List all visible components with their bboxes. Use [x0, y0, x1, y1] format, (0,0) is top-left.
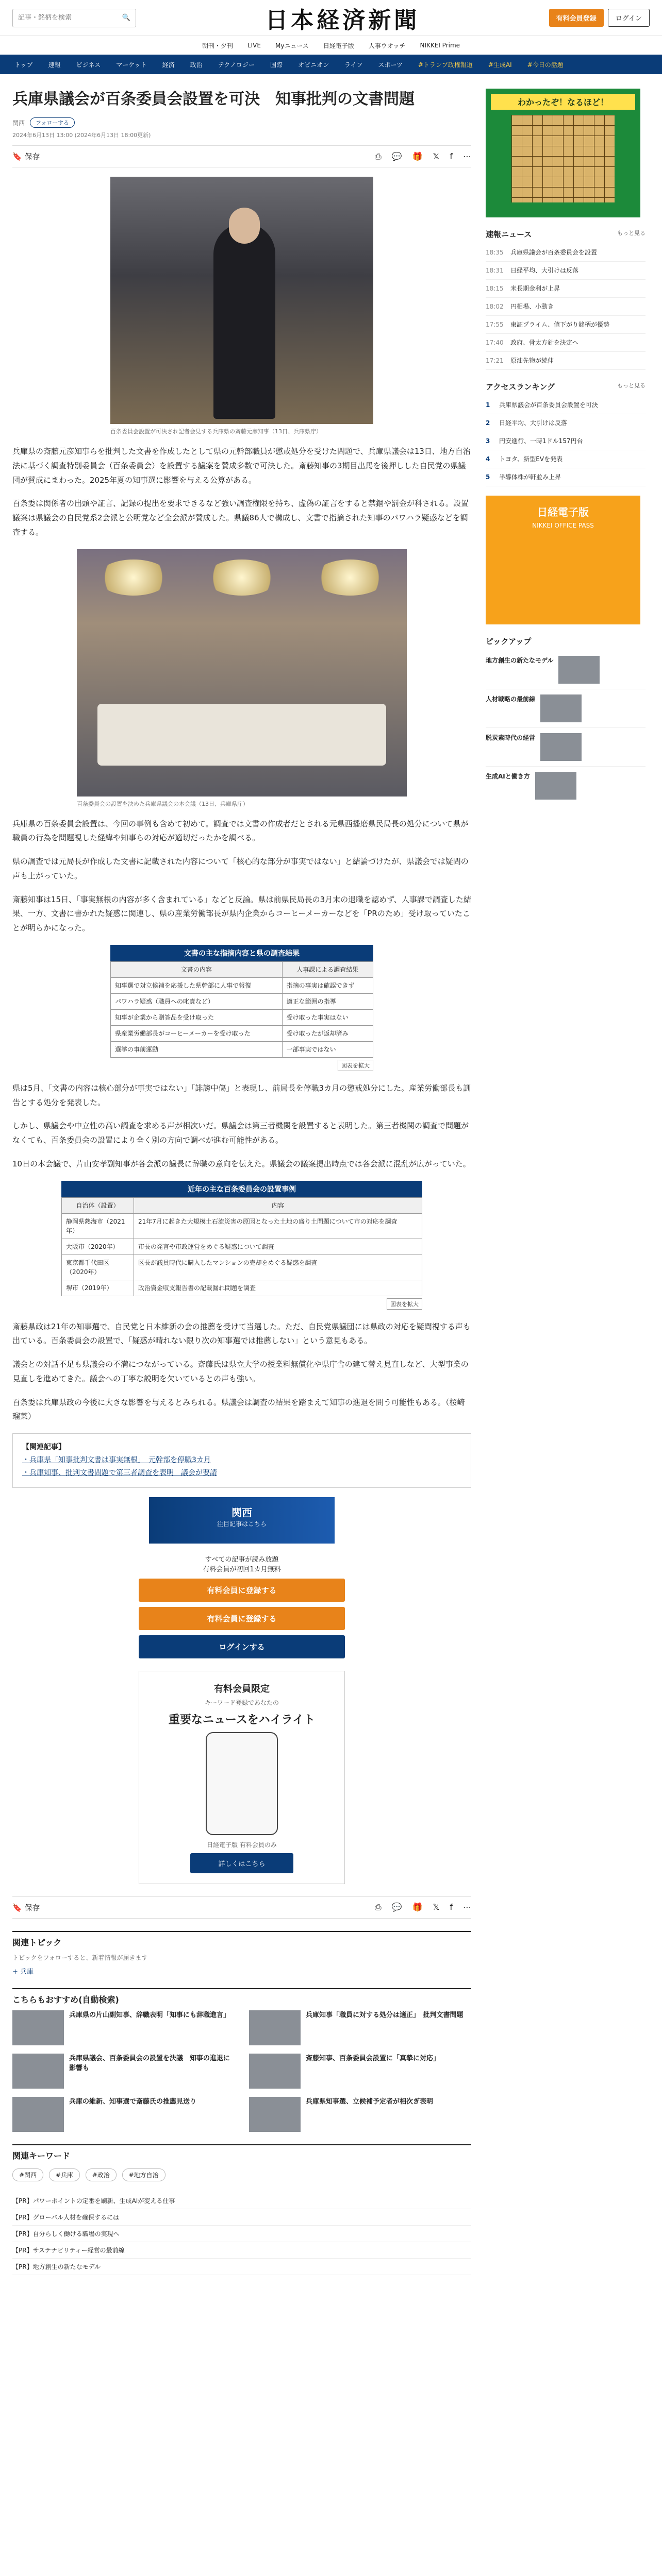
- article-photo-governor[interactable]: [110, 177, 373, 424]
- account-actions: [549, 9, 650, 27]
- nav-item[interactable]: スポーツ: [378, 61, 403, 69]
- news-title[interactable]: 兵庫県議会が百条委員会を設置: [510, 249, 598, 256]
- pick-thumbnail: [535, 772, 576, 800]
- go-board-illustration: [511, 115, 615, 202]
- highlight-promo: [139, 1671, 345, 1884]
- ranking-title[interactable]: 半導体株が軒並み上昇: [499, 473, 561, 481]
- pick-title[interactable]: 人材戦略の最前線: [486, 696, 536, 703]
- news-time: 18:35: [486, 249, 504, 256]
- content-area: [0, 74, 662, 2275]
- photo-caption: 百条委員会の設置を決めた兵庫県議会の本会議（13日、兵庫県庁）: [77, 800, 249, 807]
- photo-figure-body: [213, 223, 275, 419]
- recommend-title[interactable]: 兵庫知事「職員に対する処分は適正」 批判文書問題: [306, 2011, 464, 2019]
- pr-link[interactable]: 【PR】自分らしく働ける職場の実現へ: [12, 2226, 471, 2242]
- table: [110, 961, 373, 1058]
- nav-item[interactable]: #今日の話題: [527, 61, 564, 69]
- article-title: 兵庫県議会が百条委員会設置を可決 知事批判の文書問題: [12, 90, 415, 108]
- related-topics-heading: 関連トピック: [12, 1931, 471, 1948]
- section-title: ピックアップ: [486, 637, 532, 646]
- nav-item[interactable]: #生成AI: [488, 61, 512, 69]
- nav-item[interactable]: #トランプ政権報道: [418, 61, 473, 69]
- picks-heading: [486, 636, 646, 647]
- nav-item[interactable]: ライフ: [344, 61, 363, 69]
- ad-headline: わかったぞ！なるほど！: [491, 94, 635, 110]
- go-game-ad[interactable]: [486, 89, 640, 217]
- related-link[interactable]: ・兵庫県「知事批判文書は事実無根」 元幹部を停職3カ月: [22, 1456, 211, 1465]
- gift-icon[interactable]: 🎁: [412, 1902, 423, 1912]
- table-row: [111, 977, 373, 993]
- topics-note: トピックをフォローすると、新着情報が届きます: [12, 1954, 148, 1961]
- facebook-share-icon[interactable]: f: [450, 151, 453, 161]
- save-label: 保存: [24, 1903, 40, 1912]
- save-button[interactable]: [12, 1902, 40, 1913]
- promo-caption: 日経電子版 有料会員のみ: [207, 1841, 277, 1849]
- ranking-item[interactable]: [486, 468, 646, 486]
- zoom-table-button[interactable]: 図表を拡大: [338, 1060, 373, 1071]
- article-paragraph: 百条委は関係者の出頭や証言、記録の提出を要求できるなど強い調査権限を持ち、虚偽の証言をすると禁錮や罰金が科される。設置議案は県議会の自民党系2会派と公明党など全会派が賛成した。県議86人で構成し、文書で指摘された知事のパワハラ疑惑などを調査する。: [12, 499, 469, 537]
- table-cell: 区長が議員時代に購入したマンションの売却をめぐる疑惑を調査: [134, 1255, 422, 1280]
- x-share-icon[interactable]: 𝕏: [433, 1902, 440, 1912]
- table-cell: 一部事実ではない: [282, 1041, 373, 1057]
- pick-title[interactable]: 地方創生の新たなモデル: [486, 657, 554, 664]
- keyword-list: [12, 2166, 471, 2183]
- kansai-banner[interactable]: [149, 1497, 335, 1544]
- recommend-thumbnail: [249, 2097, 301, 2132]
- subscribe-button[interactable]: 有料会員登録: [549, 9, 604, 27]
- ranking-item[interactable]: [486, 450, 646, 468]
- table-cell: 政治資金収支報告書の記載漏れ問題を調査: [134, 1280, 422, 1296]
- pick-item[interactable]: [486, 767, 646, 805]
- table-cell: 静岡県熱海市（2021年）: [62, 1213, 134, 1239]
- ad-title: 日経電子版: [537, 506, 589, 518]
- breaking-news-item[interactable]: [486, 262, 646, 280]
- table-cell: 21年7月に起きた大規模土石流災害の原因となった土地の盛り土問題について市の対応を調査: [134, 1213, 422, 1239]
- pr-link[interactable]: 【PR】サステナビリティー経営の最前線: [12, 2242, 471, 2259]
- article-meta: [12, 117, 471, 128]
- table-cell: 選挙の事前運動: [111, 1041, 283, 1057]
- banner-title: 関西: [231, 1506, 252, 1519]
- findings-table: [110, 945, 373, 1071]
- article-paragraph: 百条委は兵庫県政の今後に大きな影響を与えるとみられる。県議会は調査の結果を踏まえて知事の進退を問う可能性もある。（桜崎瑠菜）: [12, 1397, 465, 1421]
- keywords-heading: 関連キーワード: [12, 2144, 471, 2161]
- nav-item[interactable]: トップ: [14, 61, 33, 69]
- related-link-text[interactable]: 兵庫知事、批判文書問題で第三者調査を表明 議会が要請: [29, 1469, 217, 1478]
- breaking-news-item[interactable]: [486, 298, 646, 316]
- nav-item[interactable]: 国際: [270, 61, 283, 69]
- article-paragraph: 県は5月、「文書の内容は核心部分が事実ではない」「誹謗中傷」と表現し、前局長を停職3カ月の懲戒処分にした。産業労働部長も訓告とする処分を発表した。: [12, 1083, 471, 1107]
- table-header-row: [111, 961, 373, 977]
- nav-item[interactable]: ビジネス: [76, 61, 101, 69]
- bookmark-icon: 🔖: [12, 1903, 22, 1912]
- subnav-item[interactable]: 人事ウオッチ: [368, 42, 406, 49]
- keyword-tag[interactable]: #政治: [86, 2168, 117, 2181]
- subnav-item[interactable]: 朝刊・夕刊: [202, 42, 233, 49]
- related-link[interactable]: ・兵庫知事、批判文書問題で第三者調査を表明 議会が要請: [22, 1469, 217, 1478]
- table-header: 内容: [134, 1197, 422, 1213]
- pick-title[interactable]: 生成AIと働き方: [486, 773, 530, 780]
- table-header-row: [62, 1197, 422, 1213]
- table-row: [62, 1255, 422, 1280]
- rank-number: 1: [486, 401, 490, 409]
- table-cell: 東京都千代田区（2020年）: [62, 1255, 134, 1280]
- comment-icon[interactable]: 💬: [391, 151, 402, 161]
- table-row: [111, 1009, 373, 1025]
- recommend-title[interactable]: 兵庫県議会、百条委員会の設置を決議 知事の進退に影響も: [69, 2054, 230, 2073]
- news-time: 18:15: [486, 285, 504, 292]
- table-row: [62, 1213, 422, 1239]
- more-link[interactable]: もっと見る: [617, 382, 646, 389]
- table-cell: 大阪市（2020年）: [62, 1239, 134, 1255]
- keyword-tag[interactable]: #兵庫: [49, 2168, 80, 2181]
- paywall-intro: すべての記事が読み放題: [205, 1555, 279, 1564]
- table-row: [62, 1239, 422, 1255]
- pick-thumbnail: [540, 733, 582, 761]
- pick-title[interactable]: 脱炭素時代の経営: [486, 734, 536, 741]
- follow-button[interactable]: フォローする: [30, 117, 75, 128]
- article-photo-assembly[interactable]: [77, 549, 407, 796]
- main-navigation: [0, 55, 662, 74]
- table-header: 文書の内容: [111, 961, 283, 977]
- search-input[interactable]: [18, 14, 122, 22]
- table-cell: 県産業労働部長がコーヒーメーカーを受け取った: [111, 1025, 283, 1041]
- phone-illustration: [206, 1732, 278, 1835]
- search-box[interactable]: [12, 9, 136, 27]
- recommend-title[interactable]: 兵庫の維新、知事選で斎藤氏の推薦見送り: [69, 2097, 197, 2106]
- banner-subtitle: 注目記事はこちら: [217, 1520, 267, 1528]
- pr-link[interactable]: 【PR】パワーポイントの定番を刷新、生成AIが変える仕事: [12, 2193, 471, 2209]
- publish-date: 2024年6月13日 13:00 (2024年6月13日 18:00更新): [12, 132, 151, 139]
- news-title[interactable]: 政府、骨太方針を決定へ: [510, 339, 579, 346]
- pick-item[interactable]: [486, 728, 646, 767]
- pr-link[interactable]: 【PR】グローバル人材を確保するには: [12, 2209, 471, 2226]
- sub-navigation: [0, 36, 662, 55]
- table-row: [62, 1280, 422, 1296]
- pick-item[interactable]: [486, 689, 646, 728]
- table-cell: 知事選で対立候補を応援した県幹部に人事で報復: [111, 977, 283, 993]
- article-paragraph: 兵庫県の百条委員会設置は、今回の事例も含めて初めて。調査では文書の作成者だとされる元県西播磨県民局長の処分について県が職員の行為を問題視した経緯や知事らの対応が適切だったかを調べる。: [12, 819, 469, 843]
- nav-item[interactable]: オピニオン: [298, 61, 329, 69]
- photo-chandelier: [206, 560, 278, 596]
- pr-link[interactable]: 【PR】地方創生の新たなモデル: [12, 2259, 471, 2275]
- print-icon[interactable]: ⎙: [374, 1902, 382, 1912]
- more-share-icon[interactable]: ⋯: [463, 151, 471, 161]
- table-header: 人事課による調査結果: [282, 961, 373, 977]
- promo-title: 有料会員限定: [214, 1683, 270, 1694]
- recommend-thumbnail: [249, 2054, 301, 2089]
- news-title[interactable]: 原油先物が続伸: [510, 357, 554, 364]
- paywall: [12, 1554, 471, 1658]
- recommend-grid: [12, 2010, 471, 2132]
- pick-item[interactable]: [486, 651, 646, 689]
- nav-item[interactable]: 経済: [162, 61, 175, 69]
- rank-number: 3: [486, 437, 490, 445]
- nav-item[interactable]: 政治: [190, 61, 203, 69]
- table-title: 文書の主な指摘内容と県の調査結果: [110, 945, 373, 961]
- topic-item[interactable]: + 兵庫: [12, 1968, 34, 1976]
- ranking-item[interactable]: [486, 432, 646, 450]
- breaking-news-item[interactable]: [486, 334, 646, 352]
- photo-table: [97, 704, 386, 766]
- table-row: [111, 993, 373, 1009]
- table-row: [111, 1041, 373, 1057]
- bookmark-icon: 🔖: [12, 152, 22, 161]
- rank-number: 2: [486, 419, 490, 427]
- related-title: 【関連記事】: [22, 1443, 65, 1451]
- recommend-thumbnail: [249, 2010, 301, 2045]
- table-cell: 堺市（2019年）: [62, 1280, 134, 1296]
- zoom-table-button[interactable]: 図表を拡大: [387, 1298, 422, 1310]
- rank-number: 4: [486, 455, 490, 463]
- table-cell: パワハラ疑惑（職員への叱責など）: [111, 993, 283, 1009]
- article-paragraph: 斎藤県政は21年の知事選で、自民党と日本維新の会の推薦を受けて当選した。ただ、自民党県議団には県政の対応を疑問視する声も出ている。百条委員会の設置で、「疑惑が晴れない限り次の知事選では推薦しない」という意見もある。: [12, 1321, 471, 1346]
- recommend-item[interactable]: [249, 2097, 471, 2132]
- breaking-news-item[interactable]: [486, 352, 646, 370]
- paywall-subscribe-button[interactable]: 有料会員に登録する: [139, 1579, 345, 1602]
- share-icons: [375, 1902, 471, 1912]
- pick-thumbnail: [540, 694, 582, 722]
- subnav-item[interactable]: 日経電子版: [323, 42, 354, 49]
- article-paragraph: しかし、県議会や中立性の高い調査を求める声が相次いだ。県議会は第三者機関を設置すると表明した。第三者機関の調査で問題がなくても、百条委員会の設置により全く別の方向で調べが進む可能性がある。: [12, 1121, 469, 1145]
- table-cell: 指摘の事実は確認できず: [282, 977, 373, 993]
- table-cell: 市長の発言や市政運営をめぐる疑惑について調査: [134, 1239, 422, 1255]
- more-share-icon[interactable]: ⋯: [463, 1902, 471, 1912]
- region-label[interactable]: 関西: [12, 119, 25, 127]
- subnav-item[interactable]: Myニュース: [275, 42, 309, 49]
- ranking-item[interactable]: [486, 396, 646, 414]
- save-button[interactable]: [12, 151, 40, 162]
- news-time: 17:55: [486, 321, 504, 328]
- keyword-tag[interactable]: #関西: [12, 2168, 43, 2181]
- site-logo[interactable]: 日本経済新聞: [265, 7, 420, 33]
- news-time: 18:31: [486, 267, 504, 274]
- article-tools: [12, 145, 471, 167]
- article-paragraph: 斎藤知事は15日、「事実無根の内容が多く含まれている」などと反論。県は前県民局長の3月末の退職を認めず、人事課で調査した結果、一方、文書に書かれた疑惑に関連し、県の産業労働部長が県内企業からコーヒーメーカーなどを「PRのため」受け取っていたことが明らかになった。: [12, 894, 471, 933]
- paywall-login-button[interactable]: ログインする: [139, 1635, 345, 1658]
- gift-icon[interactable]: 🎁: [412, 151, 423, 161]
- print-icon[interactable]: ⎙: [374, 151, 382, 161]
- table-row: [111, 1025, 373, 1041]
- save-label: 保存: [24, 152, 40, 161]
- nav-item[interactable]: 速報: [48, 61, 61, 69]
- table-cell: 受け取った事実はない: [282, 1009, 373, 1025]
- sidebar: [486, 89, 646, 2275]
- photo-chandelier: [314, 560, 386, 596]
- committee-cases-table: [61, 1181, 422, 1310]
- article-paragraph: 兵庫県の斎藤元彦知事らを批判した文書を作成したとして県の元幹部職員が懲戒処分を受けた問題で、兵庫県議会は13日、地方自治法に基づく調査特別委員会（百条委員会）を設置する議案を賛成多数で可決した。斎藤知事の3期目出馬を後押しした自民党の県議団が賛成にまわった。2025年夏の知事選に影響を与える公算がある。: [12, 447, 471, 485]
- news-title[interactable]: 東証プライム、値下がり銘柄が優勢: [510, 321, 610, 328]
- photo-figure-face: [229, 208, 260, 244]
- recommend-item[interactable]: [249, 2054, 471, 2089]
- promo-details-button[interactable]: 詳しくはこちら: [190, 1853, 293, 1873]
- photo-chandelier: [97, 560, 170, 596]
- recommend-thumbnail: [12, 2010, 64, 2045]
- ad-subtitle: NIKKEI OFFICE PASS: [532, 522, 594, 529]
- article-paragraph: 議会との対話不足も県議会の不満につながっている。斎藤氏は県立大学の授業料無償化や県庁舎の建て替え見直しなど、大型事業の見直しを進めてきた。議会への丁寧な説明を欠いているとの声も強い。: [12, 1360, 469, 1383]
- nav-item[interactable]: マーケット: [116, 61, 147, 69]
- nav-item[interactable]: テクノロジー: [218, 61, 255, 69]
- recommend-title[interactable]: 兵庫県の片山副知事、辞職表明「知事にも辞職進言」: [69, 2011, 230, 2019]
- article-paragraph: 県の調査では元局長が作成した文書に記載された内容について「核心的な部分が事実ではない」と結論づけたが、県議会では疑問の声も上がっていた。: [12, 857, 469, 880]
- recommend-item[interactable]: [12, 2054, 235, 2089]
- subnav-item[interactable]: NIKKEI Prime: [420, 42, 460, 49]
- pick-thumbnail: [558, 656, 600, 684]
- table-cell: 知事が企業から贈答品を受け取った: [111, 1009, 283, 1025]
- recommend-item[interactable]: [12, 2010, 235, 2045]
- paywall-sub: 有料会員が初回1カ月無料: [203, 1565, 281, 1573]
- recommend-thumbnail: [12, 2097, 64, 2132]
- ranking-title[interactable]: 日経平均、大引けは反落: [499, 419, 568, 427]
- comment-icon[interactable]: 💬: [391, 1902, 402, 1912]
- table: [61, 1197, 422, 1296]
- promo-headline: 重要なニュースをハイライト: [168, 1713, 316, 1726]
- recommend-item[interactable]: [249, 2010, 471, 2045]
- article-paragraph: 10日の本会議で、片山安孝副知事が各会派の議長に辞職の意向を伝えた。県議会の議案提出時点では各会派に混乱が広がっていた。: [12, 1159, 471, 1168]
- table-cell: 受け取ったが返却済み: [282, 1025, 373, 1041]
- rank-number: 5: [486, 473, 490, 481]
- ranking-item[interactable]: [486, 414, 646, 432]
- news-title[interactable]: 円相場、小動き: [510, 303, 554, 310]
- news-time: 18:02: [486, 303, 504, 310]
- breaking-news-item[interactable]: [486, 244, 646, 262]
- keyword-tag[interactable]: #地方自治: [122, 2168, 166, 2181]
- photo-caption: 百条委員会設置が可決され記者会見する兵庫県の斎藤元彦知事（13日、兵庫県庁）: [110, 428, 322, 435]
- x-share-icon[interactable]: 𝕏: [433, 151, 440, 161]
- login-button[interactable]: ログイン: [608, 9, 650, 27]
- topic-label[interactable]: 兵庫: [20, 1968, 34, 1976]
- ranking-title[interactable]: 兵庫県議会が百条委員会設置を可決: [499, 401, 599, 409]
- top-bar: [0, 0, 662, 36]
- recommend-heading: こちらもおすすめ(自動検索): [12, 1988, 471, 2005]
- paywall-subscribe-button-2[interactable]: 有料会員に登録する: [139, 1607, 345, 1630]
- pr-list: [12, 2193, 471, 2275]
- breaking-news-item[interactable]: [486, 280, 646, 298]
- ranking-title[interactable]: 円安進行、一時1ドル157円台: [499, 437, 583, 445]
- more-link[interactable]: もっと見る: [617, 230, 646, 236]
- recommend-title[interactable]: 斎藤知事、百条委員会設置に「真摯に対応」: [306, 2054, 440, 2062]
- news-time: 17:21: [486, 357, 504, 364]
- ranking-title[interactable]: トヨタ、新型EVを発表: [499, 455, 563, 463]
- breaking-news-heading: [486, 229, 646, 240]
- section-title: 速報ニュース: [486, 230, 532, 239]
- search-icon[interactable]: 🔍: [122, 14, 130, 22]
- facebook-share-icon[interactable]: f: [450, 1902, 453, 1912]
- related-link-text[interactable]: 兵庫県「知事批判文書は事実無根」 元幹部を停職3カ月: [29, 1456, 211, 1465]
- article-column: [12, 89, 471, 2275]
- share-icons: [375, 151, 471, 162]
- recommend-thumbnail: [12, 2054, 64, 2089]
- recommend-item[interactable]: [12, 2097, 235, 2132]
- article-tools-bottom: [12, 1896, 471, 1919]
- news-title[interactable]: 日経平均、大引けは反落: [510, 267, 579, 274]
- news-time: 17:40: [486, 339, 504, 346]
- recommend-title[interactable]: 兵庫県知事選、立候補予定者が相次ぎ表明: [306, 2097, 434, 2106]
- related-articles-box: [12, 1433, 471, 1488]
- promo-subtitle: キーワード登録であなたの: [204, 1699, 279, 1706]
- news-title[interactable]: 米長期金利が上昇: [510, 285, 560, 292]
- table-cell: 適正な範囲の指導: [282, 993, 373, 1009]
- table-title: 近年の主な百条委員会の設置事例: [61, 1181, 422, 1197]
- section-title: アクセスランキング: [486, 382, 555, 392]
- office-pass-ad[interactable]: [486, 496, 640, 624]
- subnav-item[interactable]: LIVE: [247, 42, 261, 49]
- breaking-news-item[interactable]: [486, 316, 646, 334]
- ranking-heading: [486, 381, 646, 392]
- table-header: 自治体（設置）: [62, 1197, 134, 1213]
